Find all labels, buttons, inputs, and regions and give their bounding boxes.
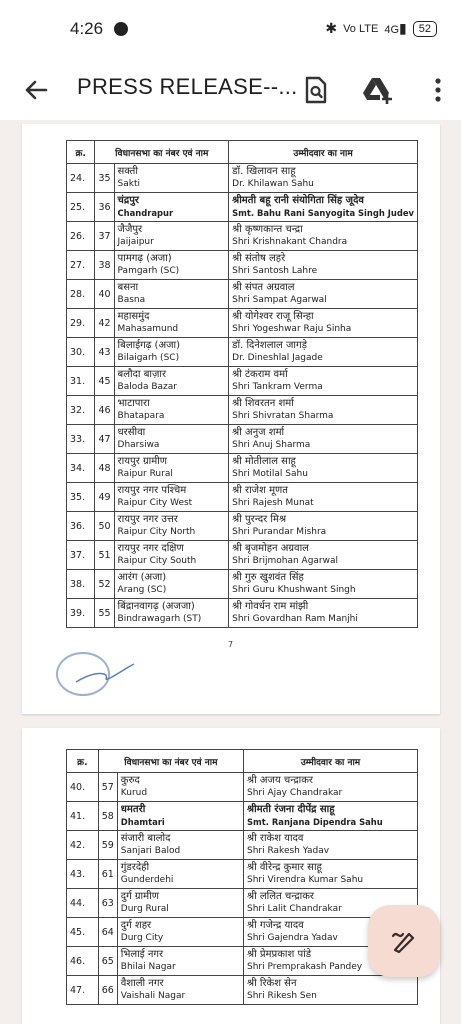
candidate-name-hindi: श्री राकेश यादव xyxy=(247,833,304,844)
constituency-name-cell xyxy=(114,222,229,251)
constituency-name-english: Bindrawagarh (ST) xyxy=(117,614,202,624)
constituency-name-english: Arang (SC) xyxy=(117,585,167,595)
constituency-name-english: Sanjari Balod xyxy=(120,846,181,856)
add-to-drive-icon xyxy=(361,75,395,105)
constituency-name-english: Raipur City West xyxy=(117,498,193,508)
search-in-document-icon xyxy=(303,75,329,105)
candidate-name-english: Shri Yogeshwar Raju Sinha xyxy=(232,324,352,334)
table-row xyxy=(67,860,418,889)
candidate-name-english: Shri Lalit Chandrakar xyxy=(247,904,342,914)
constituency-name-english: Mahasamund xyxy=(117,324,179,334)
constituency-number-cell: 65 xyxy=(98,947,117,976)
constituency-number-cell: 64 xyxy=(98,918,117,947)
table-row xyxy=(67,512,418,541)
table-row xyxy=(67,947,418,976)
candidate-name-cell xyxy=(229,454,418,483)
network-type: 4G xyxy=(384,24,400,36)
signature-scribble xyxy=(74,662,136,686)
candidate-name-hindi: श्री गजेन्द्र यादव xyxy=(247,920,304,931)
constituency-number-cell: 46 xyxy=(95,396,114,425)
candidate-name-english: Shri Tankram Verma xyxy=(232,382,323,392)
candidate-name-hindi: डॉ. खिलावन साहू xyxy=(232,166,296,177)
constituency-name-english: Raipur City South xyxy=(117,556,197,566)
constituency-name-cell xyxy=(117,802,243,831)
serial-number-cell: 40. xyxy=(67,773,99,802)
candidate-name-hindi: श्री गुरु खुशवंत सिंह xyxy=(232,572,304,583)
header-constituency: विधानसभा का नंबर एवं नाम xyxy=(98,750,243,773)
constituency-name-hindi: सक्ती xyxy=(117,166,138,177)
constituency-name-hindi: रायपुर ग्रामीण xyxy=(117,456,167,467)
search-document-button[interactable] xyxy=(298,72,334,108)
edit-pen-icon xyxy=(389,926,419,956)
table-row xyxy=(67,396,418,425)
constituency-name-english: Baloda Bazar xyxy=(117,382,177,392)
table-row xyxy=(67,454,418,483)
constituency-name-cell xyxy=(114,164,229,193)
candidate-name-hindi: श्री बृजमोहन अग्रवाल xyxy=(232,543,309,554)
candidate-name-english: Shri Shivratan Sharma xyxy=(232,411,334,421)
candidate-name-cell xyxy=(229,541,418,570)
candidate-name-hindi: श्री वीरेन्द्र कुमार साहू xyxy=(247,862,322,873)
table-header-row xyxy=(67,141,418,164)
constituency-name-hindi: बिलाईगढ़ (अजा) xyxy=(117,340,181,351)
pdf-viewer[interactable] xyxy=(0,120,461,1024)
constituency-name-cell xyxy=(114,599,229,628)
candidate-name-cell xyxy=(244,831,418,860)
candidate-name-cell xyxy=(229,309,418,338)
constituency-name-english: Basna xyxy=(117,295,146,305)
table-row xyxy=(67,802,418,831)
serial-number-cell: 33. xyxy=(67,425,95,454)
serial-number-cell: 35. xyxy=(67,483,95,512)
header-constituency: विधानसभा का नंबर एवं नाम xyxy=(95,141,229,164)
constituency-number-cell: 66 xyxy=(98,976,117,1005)
table-row xyxy=(67,309,418,338)
status-bar xyxy=(0,0,461,60)
table-row xyxy=(67,222,418,251)
candidate-name-english: Smt. Ranjana Dipendra Sahu xyxy=(247,817,383,827)
candidate-name-cell xyxy=(229,193,418,222)
candidate-name-hindi: श्री पुरन्दर मिश्र xyxy=(232,514,287,525)
candidate-name-english: Shri Gajendra Yadav xyxy=(247,933,338,943)
document-title: PRESS RELEASE--... xyxy=(77,74,298,99)
constituency-name-hindi: रायपुर नगर उत्तर xyxy=(117,514,178,525)
constituency-name-cell xyxy=(114,280,229,309)
candidate-name-cell xyxy=(229,222,418,251)
constituency-number-cell: 38 xyxy=(95,251,114,280)
serial-number-cell: 28. xyxy=(67,280,95,309)
candidate-name-cell xyxy=(229,599,418,628)
candidate-name-cell xyxy=(244,773,418,802)
constituency-name-english: Durg Rural xyxy=(120,904,169,914)
candidate-name-hindi: श्री रिकेश सेन xyxy=(247,978,297,989)
candidate-table xyxy=(66,749,418,1005)
constituency-number-cell: 57 xyxy=(98,773,117,802)
candidate-name-english: Shri Krishnakant Chandra xyxy=(232,237,348,247)
constituency-name-cell xyxy=(117,918,243,947)
constituency-name-cell xyxy=(114,309,229,338)
constituency-name-english: Raipur City North xyxy=(117,527,196,537)
candidate-name-hindi: श्री संपत अग्रवाल xyxy=(232,282,295,293)
constituency-name-english: Kurud xyxy=(120,788,148,798)
serial-number-cell: 29. xyxy=(67,309,95,338)
serial-number-cell: 46. xyxy=(67,947,99,976)
serial-number-cell: 42. xyxy=(67,831,99,860)
serial-number-cell: 25. xyxy=(67,193,95,222)
candidate-name-hindi: श्री राजेश मूणत xyxy=(232,485,288,496)
constituency-name-hindi: रायपुर नगर दक्षिण xyxy=(117,543,184,554)
constituency-number-cell: 47 xyxy=(95,425,114,454)
constituency-name-hindi: धमतरी xyxy=(120,804,146,815)
constituency-name-english: Jaijaipur xyxy=(117,237,154,247)
candidate-name-cell xyxy=(229,280,418,309)
constituency-name-english: Vaishali Nagar xyxy=(120,991,186,1001)
constituency-name-cell xyxy=(117,831,243,860)
table-row xyxy=(67,831,418,860)
constituency-name-cell xyxy=(114,251,229,280)
candidate-name-english: Shri Santosh Lahre xyxy=(232,266,318,276)
candidate-name-cell xyxy=(244,802,418,831)
candidate-name-cell xyxy=(229,396,418,425)
constituency-number-cell: 63 xyxy=(98,889,117,918)
candidate-name-cell xyxy=(229,425,418,454)
table-row xyxy=(67,338,418,367)
table-row xyxy=(67,280,418,309)
constituency-name-hindi: कुरुद xyxy=(120,775,140,786)
constituency-name-hindi: आरंग (अजा) xyxy=(117,572,167,583)
pdf-page-8 xyxy=(22,728,440,1024)
constituency-name-hindi: चंद्रपुर xyxy=(117,195,139,206)
candidate-name-hindi: श्री टंकराम वर्मा xyxy=(232,369,288,380)
serial-number-cell: 43. xyxy=(67,860,99,889)
candidate-name-cell xyxy=(244,976,418,1005)
volte-indicator: Vo LTE xyxy=(343,22,379,35)
constituency-name-cell xyxy=(114,425,229,454)
constituency-name-cell xyxy=(114,483,229,512)
constituency-name-hindi: दुर्ग शहर xyxy=(120,920,152,931)
serial-number-cell: 36. xyxy=(67,512,95,541)
header-candidate: उम्मीदवार का नाम xyxy=(229,141,418,164)
table-row xyxy=(67,164,418,193)
constituency-name-hindi: बलौदा बाज़ार xyxy=(117,369,167,380)
constituency-name-hindi: संजारी बालोद xyxy=(120,833,171,844)
candidate-name-english: Shri Sampat Agarwal xyxy=(232,295,327,305)
candidate-name-english: Smt. Bahu Rani Sanyogita Singh Judev xyxy=(232,208,414,218)
facebook-notification-icon xyxy=(114,22,128,36)
constituency-name-english: Sakti xyxy=(117,179,141,189)
constituency-name-english: Bhatapara xyxy=(117,411,165,421)
table-row xyxy=(67,193,418,222)
pdf-page-7 xyxy=(22,124,440,714)
constituency-name-cell xyxy=(114,338,229,367)
table-header-row xyxy=(67,750,418,773)
constituency-number-cell: 61 xyxy=(98,860,117,889)
constituency-name-hindi: जैजैपुर xyxy=(117,224,143,235)
table-row xyxy=(67,918,418,947)
candidate-name-english: Shri Purandar Mishra xyxy=(232,527,327,537)
candidate-name-hindi: श्री गोवर्धन राम मांझी xyxy=(232,601,309,612)
constituency-number-cell: 35 xyxy=(95,164,114,193)
serial-number-cell: 27. xyxy=(67,251,95,280)
constituency-name-hindi: वैशाली नगर xyxy=(120,978,164,989)
constituency-name-hindi: बसना xyxy=(117,282,139,293)
constituency-number-cell: 45 xyxy=(95,367,114,396)
constituency-name-cell xyxy=(114,570,229,599)
status-time: 4:26 xyxy=(70,19,104,38)
constituency-number-cell: 49 xyxy=(95,483,114,512)
candidate-name-hindi: श्री अनुज शर्मा xyxy=(232,427,285,438)
constituency-name-english: Dhamtari xyxy=(120,817,165,827)
candidate-name-english: Shri Virendra Kumar Sahu xyxy=(247,875,364,885)
constituency-number-cell: 59 xyxy=(98,831,117,860)
constituency-name-cell xyxy=(114,193,229,222)
signal-indicator xyxy=(384,20,406,37)
add-to-drive-button[interactable] xyxy=(360,72,396,108)
candidate-name-hindi: श्री योगेश्वर राजू सिन्हा xyxy=(232,311,314,322)
serial-number-cell: 37. xyxy=(67,541,95,570)
candidate-name-hindi: श्री प्रेमप्रकाश पांडे xyxy=(247,949,312,960)
candidate-name-hindi: डॉ. दिनेशलाल जागड़े xyxy=(232,340,308,351)
constituency-number-cell: 48 xyxy=(95,454,114,483)
candidate-name-english: Dr. Dineshlal Jagade xyxy=(232,353,323,363)
serial-number-cell: 34. xyxy=(67,454,95,483)
constituency-number-cell: 58 xyxy=(98,802,117,831)
constituency-number-cell: 36 xyxy=(95,193,114,222)
candidate-name-hindi: श्री कृष्णकान्त चन्द्रा xyxy=(232,224,303,235)
table-row xyxy=(67,483,418,512)
table-row xyxy=(67,976,418,1005)
constituency-number-cell: 55 xyxy=(95,599,114,628)
constituency-name-hindi: पामगढ़ (अजा) xyxy=(117,253,172,264)
candidate-name-cell xyxy=(229,164,418,193)
table-row xyxy=(67,773,418,802)
constituency-number-cell: 42 xyxy=(95,309,114,338)
more-options-button[interactable] xyxy=(420,72,456,108)
constituency-number-cell: 40 xyxy=(95,280,114,309)
table-row xyxy=(67,425,418,454)
constituency-number-cell: 52 xyxy=(95,570,114,599)
serial-number-cell: 44. xyxy=(67,889,99,918)
candidate-name-english: Shri Govardhan Ram Manjhi xyxy=(232,614,358,624)
serial-number-cell: 45. xyxy=(67,918,99,947)
arrow-left-icon xyxy=(20,74,52,106)
candidate-name-english: Shri Motilal Sahu xyxy=(232,469,308,479)
constituency-name-hindi: धरसीवा xyxy=(117,427,146,438)
constituency-name-english: Dharsiwa xyxy=(117,440,160,450)
constituency-name-english: Chandrapur xyxy=(117,208,174,218)
table-row xyxy=(67,367,418,396)
constituency-number-cell: 43 xyxy=(95,338,114,367)
constituency-number-cell: 50 xyxy=(95,512,114,541)
constituency-name-hindi: दुर्ग ग्रामीण xyxy=(120,891,159,902)
candidate-name-english: Shri Ajay Chandrakar xyxy=(247,788,343,798)
serial-number-cell: 32. xyxy=(67,396,95,425)
candidate-name-english: Shri Rikesh Sen xyxy=(247,991,317,1001)
candidate-name-hindi: श्रीमती रंजना दीपेंद्र साहू xyxy=(247,804,335,815)
constituency-name-cell xyxy=(114,454,229,483)
constituency-name-english: Gunderdehi xyxy=(120,875,174,885)
candidate-name-english: Shri Brijmohan Agarwal xyxy=(232,556,339,566)
constituency-name-cell xyxy=(114,396,229,425)
table-row xyxy=(67,251,418,280)
candidate-name-cell xyxy=(229,570,418,599)
candidate-name-hindi: श्री अजय चन्द्राकर xyxy=(247,775,313,786)
constituency-name-cell xyxy=(114,367,229,396)
constituency-name-hindi: रायपुर नगर पश्चिम xyxy=(117,485,187,496)
constituency-name-english: Raipur Rural xyxy=(117,469,173,479)
table-row xyxy=(67,541,418,570)
serial-number-cell: 38. xyxy=(67,570,95,599)
candidate-name-hindi: श्रीमती बहू रानी संयोगिता सिंह जूदेव xyxy=(232,195,364,206)
candidate-name-hindi: श्री शिवरतन शर्मा xyxy=(232,398,294,409)
candidate-name-cell xyxy=(229,483,418,512)
candidate-name-english: Dr. Khilawan Sahu xyxy=(232,179,314,189)
constituency-name-english: Bhilai Nagar xyxy=(120,962,176,972)
constituency-name-hindi: महासमुंद xyxy=(117,311,150,322)
bluetooth-icon: ✱ xyxy=(325,20,338,36)
constituency-number-cell: 51 xyxy=(95,541,114,570)
serial-number-cell: 26. xyxy=(67,222,95,251)
battery-icon: 52 xyxy=(413,21,437,37)
constituency-name-hindi: गुंडरदेही xyxy=(120,862,150,873)
edit-fab-button[interactable] xyxy=(368,905,440,977)
header-serial: क्र. xyxy=(67,750,99,773)
page-number: 7 xyxy=(228,640,234,649)
table-row xyxy=(67,599,418,628)
candidate-name-hindi: श्री संतोष लहरे xyxy=(232,253,286,264)
candidate-name-english: Shri Rakesh Yadav xyxy=(247,846,330,856)
signal-bars-icon: ▮ xyxy=(399,20,407,36)
constituency-name-cell xyxy=(117,889,243,918)
candidate-name-english: Shri Rajesh Munat xyxy=(232,498,314,508)
candidate-name-cell xyxy=(229,338,418,367)
serial-number-cell: 24. xyxy=(67,164,95,193)
serial-number-cell: 41. xyxy=(67,802,99,831)
constituency-name-hindi: भाटापारा xyxy=(117,398,150,409)
candidate-name-english: Shri Premprakash Pandey xyxy=(247,962,363,972)
candidate-name-cell xyxy=(244,860,418,889)
candidate-name-cell xyxy=(229,512,418,541)
serial-number-cell: 39. xyxy=(67,599,95,628)
constituency-name-cell xyxy=(117,773,243,802)
constituency-name-english: Bilaigarh (SC) xyxy=(117,353,180,363)
app-bar xyxy=(0,60,461,120)
candidate-name-cell xyxy=(229,251,418,280)
constituency-name-cell xyxy=(117,947,243,976)
candidate-name-english: Shri Guru Khushwant Singh xyxy=(232,585,356,595)
header-candidate: उम्मीदवार का नाम xyxy=(244,750,418,773)
candidate-table xyxy=(66,140,418,628)
serial-number-cell: 31. xyxy=(67,367,95,396)
constituency-name-hindi: बिंद्रानवागढ़ (अजजा) xyxy=(117,601,195,612)
constituency-name-english: Durg City xyxy=(120,933,164,943)
header-serial: क्र. xyxy=(67,141,95,164)
constituency-name-hindi: भिलाई नगर xyxy=(120,949,164,960)
constituency-name-cell xyxy=(117,976,243,1005)
constituency-name-cell xyxy=(117,860,243,889)
more-vertical-icon xyxy=(434,77,442,103)
table-row xyxy=(67,570,418,599)
constituency-number-cell: 37 xyxy=(95,222,114,251)
constituency-name-cell xyxy=(114,512,229,541)
candidate-name-hindi: श्री ललित चन्द्राकर xyxy=(247,891,314,902)
candidate-name-english: Shri Anuj Sharma xyxy=(232,440,311,450)
candidate-name-hindi: श्री मोतीलाल साहू xyxy=(232,456,296,467)
status-indicators xyxy=(325,20,437,37)
constituency-name-english: Pamgarh (SC) xyxy=(117,266,180,276)
serial-number-cell: 47. xyxy=(67,976,99,1005)
back-button[interactable] xyxy=(20,74,52,106)
candidate-name-cell xyxy=(229,367,418,396)
serial-number-cell: 30. xyxy=(67,338,95,367)
table-row xyxy=(67,889,418,918)
constituency-name-cell xyxy=(114,541,229,570)
